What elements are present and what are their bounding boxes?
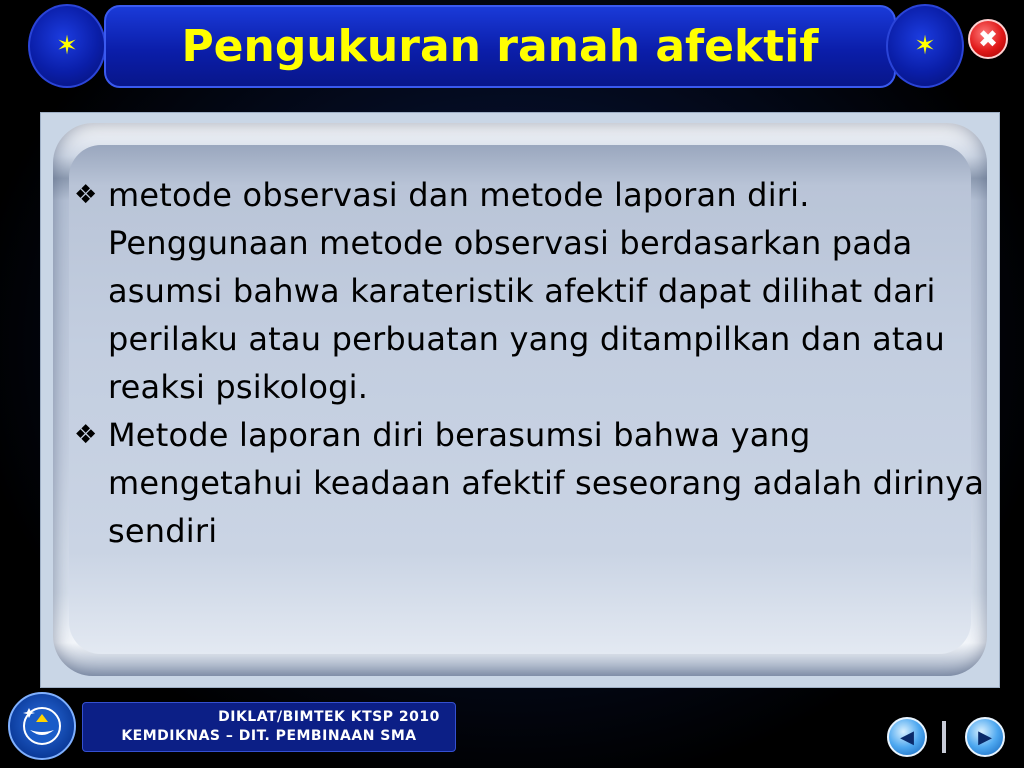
bullet-list	[74, 171, 994, 555]
nav-divider	[942, 721, 946, 753]
slide-title: Pengukuran ranah afektif	[181, 21, 819, 72]
previous-slide-button[interactable]	[887, 717, 927, 757]
list-item	[74, 411, 994, 555]
title-bar	[104, 5, 896, 88]
left-ornament	[28, 4, 106, 88]
footer-line-2: KEMDIKNAS – DIT. PEMBINAAN SMA	[121, 728, 417, 744]
right-ornament	[886, 4, 964, 88]
logo-emblem	[20, 704, 64, 748]
list-item	[74, 171, 994, 411]
star-icon: ✶	[914, 31, 936, 61]
bullet-icon: ❖	[74, 180, 98, 210]
star-icon: ✶	[56, 31, 78, 61]
list-item-text: Metode laporan diri berasumsi bahwa yang mengetahui keadaan afektif seseorang adalah dirinya sendiri	[108, 416, 985, 550]
next-arrow-icon: ▶	[978, 726, 992, 748]
close-icon: ✖	[977, 25, 999, 53]
footer-line-1: DIKLAT/BIMTEK KTSP 2010	[218, 709, 440, 725]
logo-icon	[8, 692, 76, 760]
next-slide-button[interactable]	[965, 717, 1005, 757]
bullet-icon: ❖	[74, 420, 98, 450]
footer-credit	[82, 702, 456, 752]
close-button[interactable]	[968, 19, 1008, 59]
prev-arrow-icon: ◀	[900, 726, 914, 748]
list-item-text: metode observasi dan metode laporan diri. Penggunaan metode observasi berdasarkan pada asumsi bahwa karateristik afektif dapat dilihat dari perilaku atau perbuatan yang ditampilkan dan atau reaksi psikologi.	[108, 176, 945, 406]
